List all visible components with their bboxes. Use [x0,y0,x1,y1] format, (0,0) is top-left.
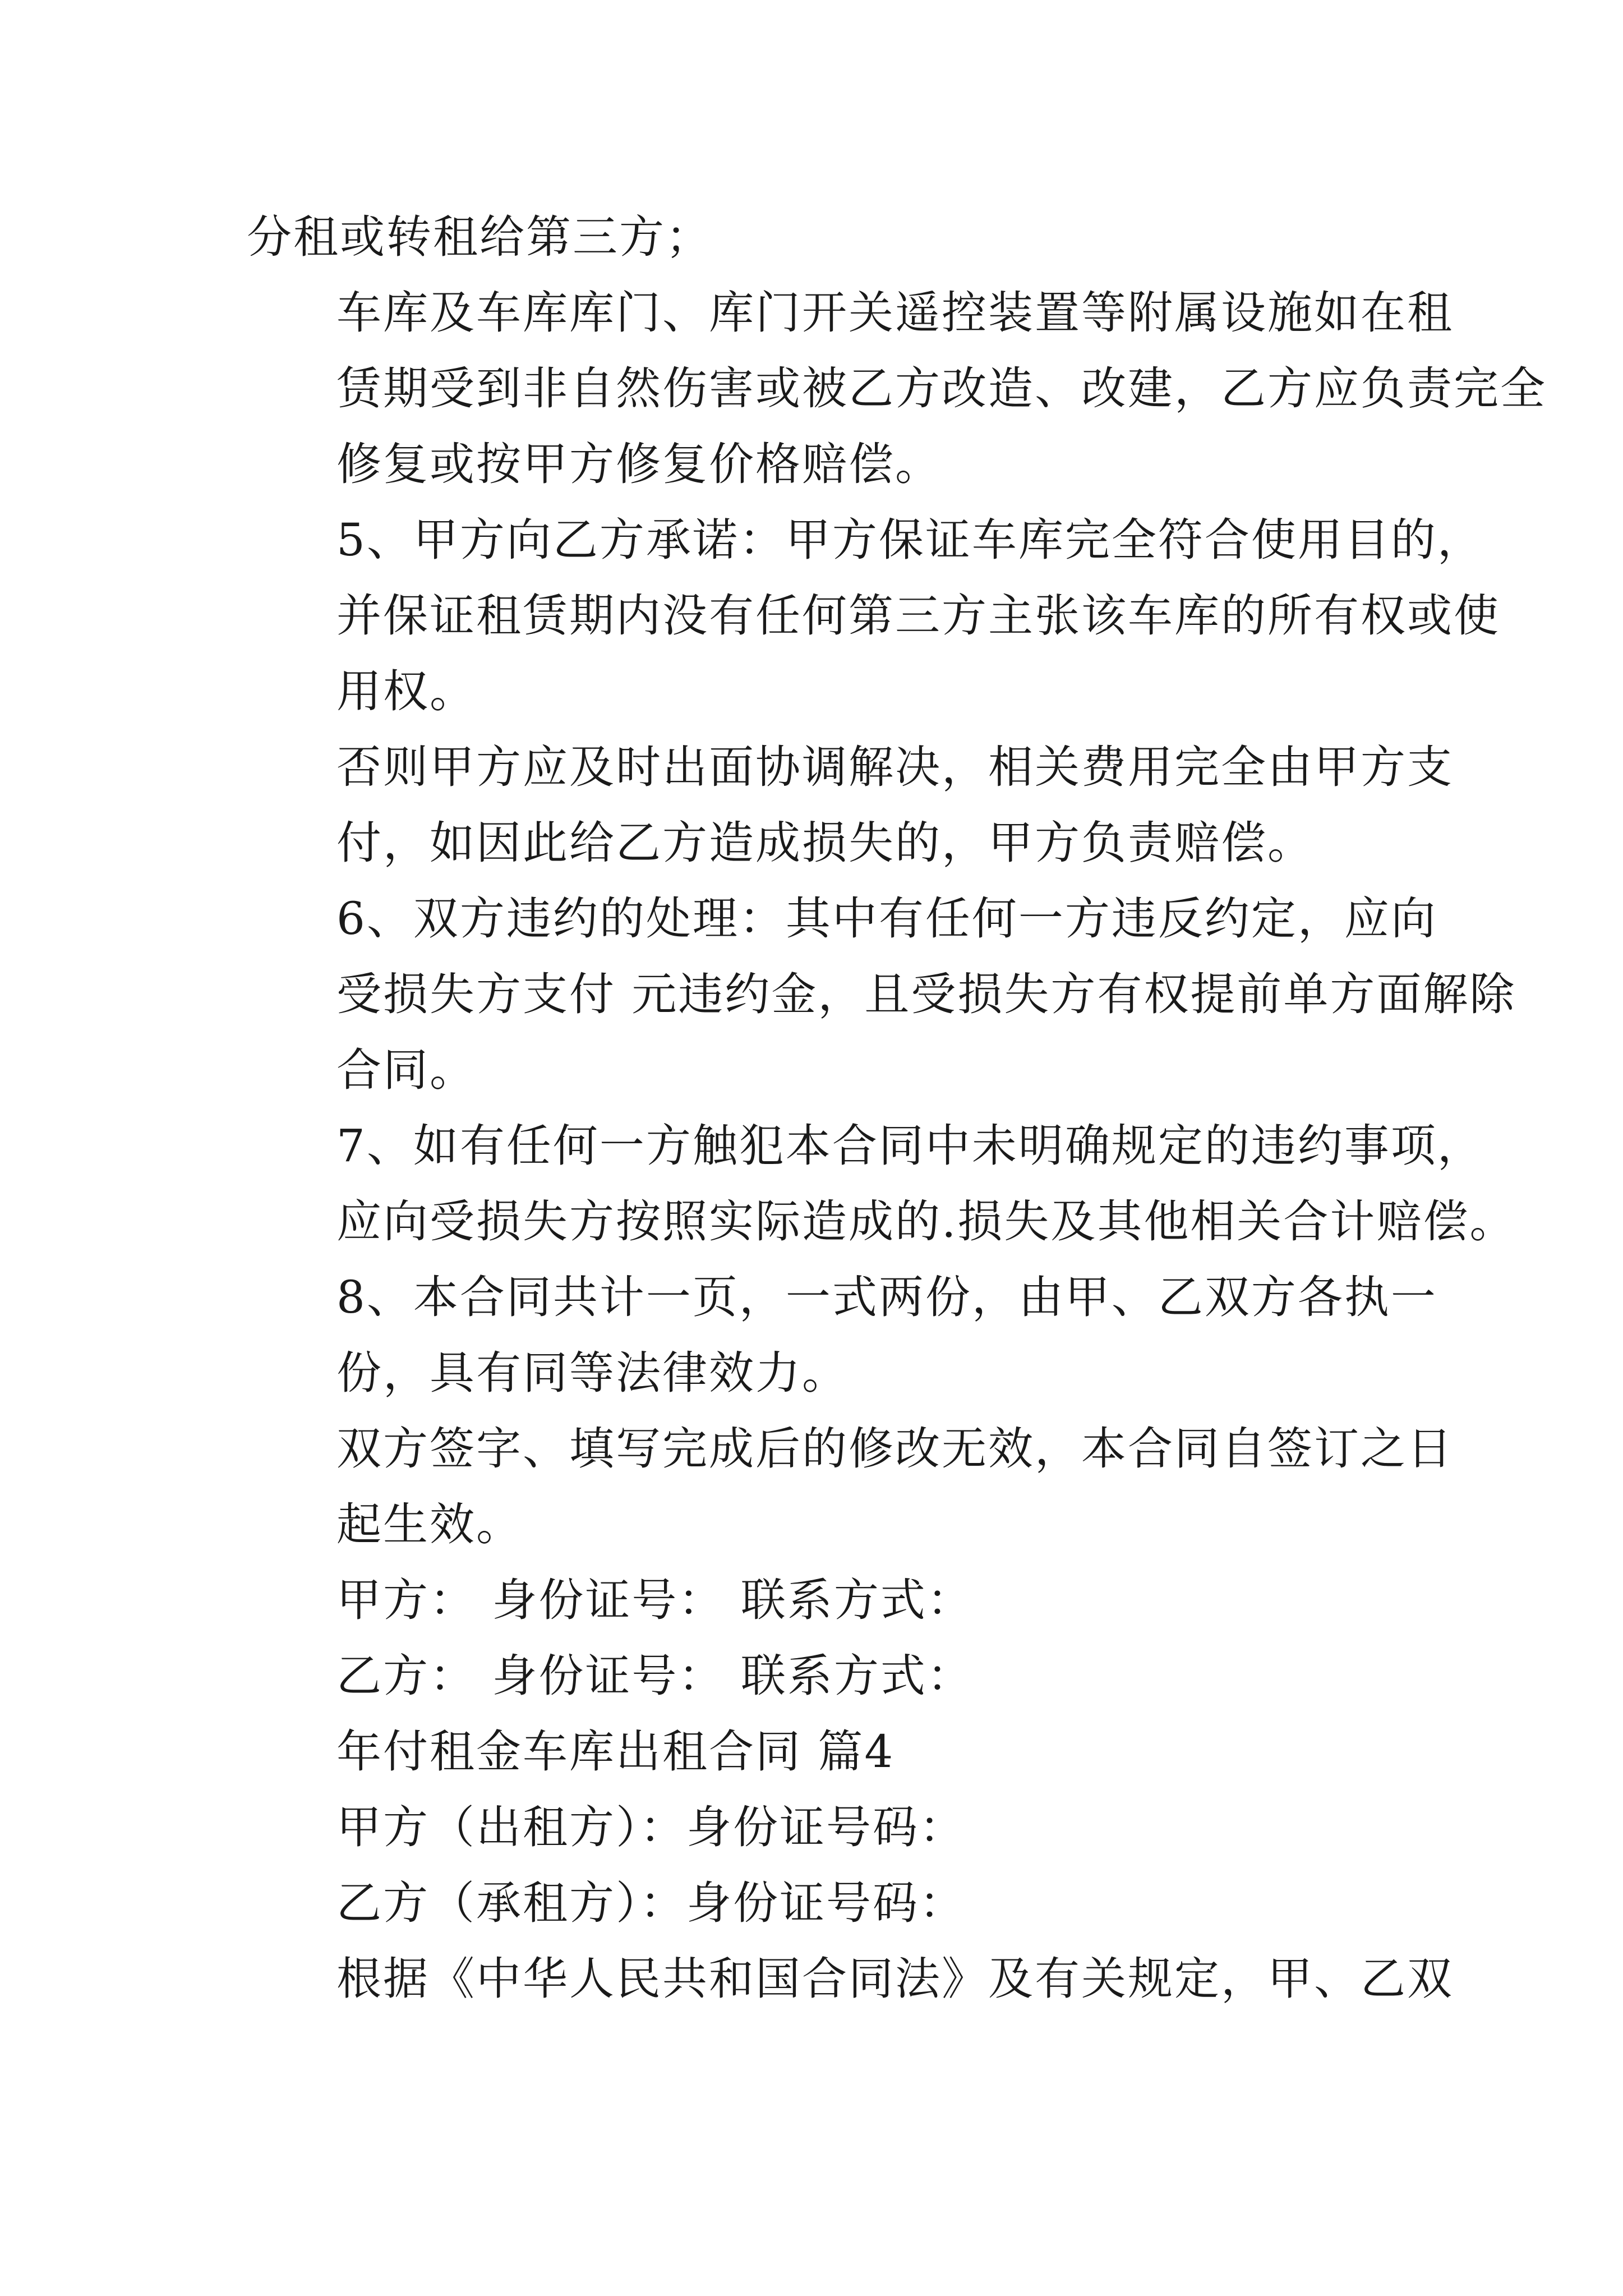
text-line: 双方签字、填写完成后的修改无效，本合同自签订之日 [336,1423,1454,1475]
text-line: 6、双方违约的处理：其中有任何一方违反约定，应向 [336,892,1437,945]
paragraph [247,1714,1388,1789]
text-line: 用权。 [336,665,476,717]
text-line: 应向受损失方按照实际造成的.损失及其他相关合计赔偿。 [336,1195,1516,1248]
text-line: 乙方（承租方）：身份证号码： [336,1877,966,1929]
text-line: 合同。 [336,1044,476,1096]
text-line: 份，具有同等法律效力。 [336,1347,849,1399]
paragraph [247,1108,1516,1259]
text-line: 年付租金车库出租合同 篇4 [336,1726,895,1778]
paragraph [247,1789,1388,1865]
text-line: 根据《中华人民共和国合同法》及有关规定，甲、乙双 [336,1953,1454,2005]
paragraph [247,1638,1388,1714]
paragraph [247,881,1516,1108]
paragraph [247,729,1454,881]
text-line: 起生效。 [336,1498,523,1550]
document-body [247,199,1547,2017]
text-line: 受损失方支付 元违约金，且受损失方有权提前单方面解除 [336,968,1516,1020]
text-line: 修复或按甲方修复价格赔偿。 [336,438,942,490]
text-line: 8、本合同共计一页，一式两份，由甲、乙双方各执一 [336,1271,1437,1323]
text-line: 甲方（出租方）：身份证号码： [336,1801,966,1853]
text-line: 5、甲方向乙方承诺：甲方保证车库完全符合使用目的， [336,514,1484,566]
text-line: 赁期受到非自然伤害或被乙方改造、改建，乙方应负责完全 [336,362,1547,415]
paragraph [247,199,1388,275]
paragraph [247,1259,1437,1411]
paragraph [247,502,1500,729]
text-line: 付，如因此给乙方造成损失的，甲方负责赔偿。 [336,817,1314,869]
paragraph [247,275,1547,502]
text-line: 甲方： 身份证号： 联系方式： [336,1574,974,1626]
text-line: 7、如有任何一方触犯本合同中未明确规定的违约事项， [336,1120,1484,1172]
paragraph [247,1562,1388,1638]
text-line: 分租或转租给第三方； [247,211,712,263]
paragraph [247,1411,1454,1562]
text-line: 车库及车库库门、库门开关遥控装置等附属设施如在租 [336,287,1454,339]
text-line: 否则甲方应及时出面协调解决，相关费用完全由甲方支 [336,741,1454,793]
text-line: 并保证租赁期内没有任何第三方主张该车库的所有权或使 [336,590,1500,642]
paragraph [247,1865,1388,1941]
text-line: 乙方： 身份证号： 联系方式： [336,1650,974,1702]
paragraph [247,1941,1454,2017]
